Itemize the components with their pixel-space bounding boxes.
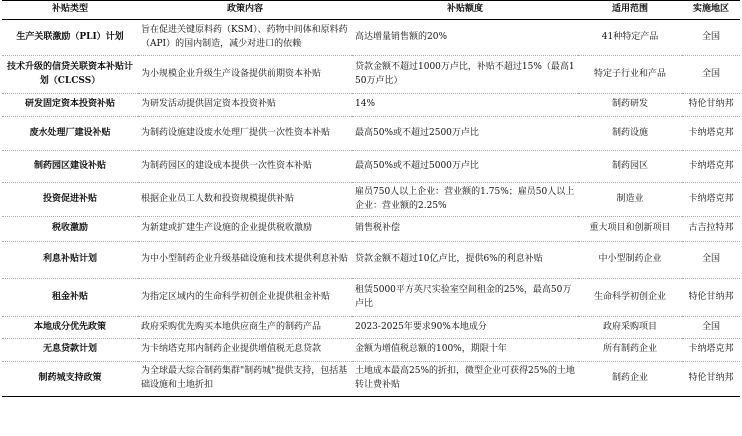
cell-policy-content: 为研发活动提供固定资本投资补贴	[138, 94, 352, 117]
header-scope: 适用范围	[578, 1, 682, 20]
cell-region: 卡纳塔克邦	[682, 117, 740, 151]
table-row	[2, 362, 740, 397]
cell-subsidy-type: 无息贷款计划	[2, 339, 138, 362]
table-row	[2, 94, 740, 117]
subsidy-table	[2, 0, 740, 397]
table-row	[2, 242, 740, 279]
table-row	[2, 217, 740, 242]
cell-subsidy-amount: 贷款金额不超过1000万卢比，补贴不超过15%（最高150万卢比）	[352, 56, 578, 94]
cell-policy-content: 为全球最大综合制药集群"制药城"提供支持，包括基础设施和土地折扣	[138, 362, 352, 397]
cell-region: 全国	[682, 317, 740, 339]
table-header	[2, 1, 740, 20]
cell-region: 特伦甘纳邦	[682, 94, 740, 117]
cell-policy-content: 为指定区域内的生命科学初创企业提供租金补贴	[138, 279, 352, 317]
cell-subsidy-amount: 最高50%或不超过2500万卢比	[352, 117, 578, 151]
cell-policy-content: 为小规模企业升级生产设备提供前期资本补贴	[138, 56, 352, 94]
cell-policy-content: 为卡纳塔克邦内制药企业提供增值税无息贷款	[138, 339, 352, 362]
cell-subsidy-type: 税收激励	[2, 217, 138, 242]
cell-subsidy-type: 技术升级的信贷关联资本补贴计划（CLCSS）	[2, 56, 138, 94]
table-row	[2, 117, 740, 151]
cell-subsidy-type: 本地成分优先政策	[2, 317, 138, 339]
cell-subsidy-type: 利息补贴计划	[2, 242, 138, 279]
cell-scope: 中小型制药企业	[578, 242, 682, 279]
cell-region: 卡纳塔克邦	[682, 339, 740, 362]
cell-scope: 重大项目和创新项目	[578, 217, 682, 242]
cell-region: 全国	[682, 242, 740, 279]
cell-scope: 生命科学初创企业	[578, 279, 682, 317]
cell-subsidy-type: 研发固定资本投资补贴	[2, 94, 138, 117]
cell-subsidy-type: 制药城支持政策	[2, 362, 138, 397]
header-region: 实施地区	[682, 1, 740, 20]
cell-subsidy-amount: 租赁5000平方英尺实验室空间租金的25%，最高50万卢比	[352, 279, 578, 317]
cell-subsidy-amount: 雇员750人以上企业：营业额的1.75%；雇员50人以上企业：营业额的2.25%	[352, 183, 578, 217]
cell-policy-content: 为新建或扩建生产设施的企业提供税收激励	[138, 217, 352, 242]
table-row	[2, 20, 740, 56]
cell-scope: 制药企业	[578, 362, 682, 397]
cell-scope: 政府采购项目	[578, 317, 682, 339]
cell-subsidy-amount: 金额为增值税总额的100%，期限十年	[352, 339, 578, 362]
cell-scope: 制药研发	[578, 94, 682, 117]
cell-subsidy-type: 生产关联激励（PLI）计划	[2, 20, 138, 56]
cell-subsidy-type: 制药园区建设补贴	[2, 151, 138, 183]
cell-policy-content: 为制药园区的建设成本提供一次性资本补贴	[138, 151, 352, 183]
cell-scope: 制造业	[578, 183, 682, 217]
header-row	[2, 1, 740, 20]
cell-policy-content: 旨在促进关键原料药（KSM）、药物中间体和原料药（API）的国内制造，减少对进口的依赖	[138, 20, 352, 56]
cell-policy-content: 根据企业员工人数和投资规模提供补贴	[138, 183, 352, 217]
cell-scope: 41种特定产品	[578, 20, 682, 56]
cell-region: 古吉拉特邦	[682, 217, 740, 242]
cell-subsidy-amount: 14%	[352, 94, 578, 117]
cell-subsidy-amount: 最高50%或不超过5000万卢比	[352, 151, 578, 183]
cell-subsidy-type: 投资促进补贴	[2, 183, 138, 217]
table-row	[2, 56, 740, 94]
header-policy-content: 政策内容	[138, 1, 352, 20]
header-subsidy-type: 补贴类型	[2, 1, 138, 20]
cell-region: 卡纳塔克邦	[682, 183, 740, 217]
header-subsidy-amount: 补贴额度	[352, 1, 578, 20]
cell-subsidy-amount: 2023-2025年要求90%本地成分	[352, 317, 578, 339]
cell-policy-content: 政府采购优先购买本地供应商生产的制药产品	[138, 317, 352, 339]
cell-subsidy-type: 废水处理厂建设补贴	[2, 117, 138, 151]
cell-scope: 制药设施	[578, 117, 682, 151]
table-row	[2, 339, 740, 362]
cell-subsidy-amount: 贷款金额不超过10亿卢比，提供6%的利息补贴	[352, 242, 578, 279]
cell-subsidy-amount: 高达增量销售额的20%	[352, 20, 578, 56]
table-row	[2, 183, 740, 217]
table-body	[2, 20, 740, 397]
cell-scope: 所有制药企业	[578, 339, 682, 362]
cell-region: 全国	[682, 20, 740, 56]
cell-scope: 制药园区	[578, 151, 682, 183]
table-row	[2, 151, 740, 183]
cell-policy-content: 为制药设施建设废水处理厂提供一次性资本补贴	[138, 117, 352, 151]
cell-policy-content: 为中小型制药企业升级基础设施和技术提供利息补贴	[138, 242, 352, 279]
table-row	[2, 279, 740, 317]
cell-region: 特伦甘纳邦	[682, 362, 740, 397]
cell-region: 全国	[682, 56, 740, 94]
cell-region: 特伦甘纳邦	[682, 279, 740, 317]
cell-scope: 特定子行业和产品	[578, 56, 682, 94]
cell-subsidy-type: 租金补贴	[2, 279, 138, 317]
cell-subsidy-amount: 土地成本最高25%的折扣，微型企业可获得25%的土地转让费补贴	[352, 362, 578, 397]
cell-region: 卡纳塔克邦	[682, 151, 740, 183]
cell-subsidy-amount: 销售税补偿	[352, 217, 578, 242]
table-row	[2, 317, 740, 339]
